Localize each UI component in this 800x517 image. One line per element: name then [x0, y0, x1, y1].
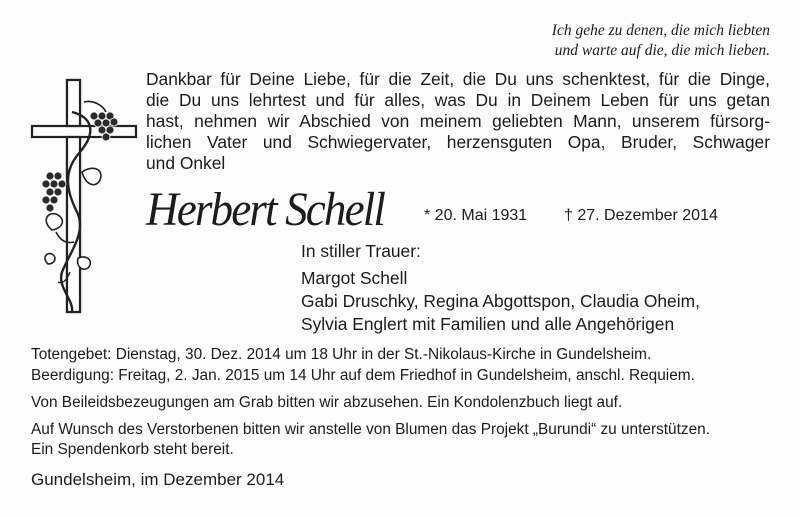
mourners-heading: In stiller Trauer:: [301, 241, 421, 261]
intro-line-1: Dankbar für Deine Liebe, für die Zeit, die Du uns schenktest, für die Dinge,: [146, 69, 770, 89]
intro-line-5: und Onkel: [146, 153, 226, 173]
intro-line-3: hast, nehmen wir Abschied von meinem geliebten Mann, unserem fürsorg-: [146, 111, 770, 131]
condolence-note: Von Beileidsbezeugungen am Grab bitten wir abzusehen. Ein Kondolenzbuch liegt auf.: [31, 394, 623, 411]
cross-with-grapevine-icon: [22, 72, 142, 322]
place-date: Gundelsheim, im Dezember 2014: [31, 470, 285, 489]
mourner-line-2: Gabi Druschky, Regina Abgottspon, Claudia Oheim,: [301, 291, 700, 311]
motto-line-1: Ich gehe zu denen, die mich liebten: [551, 22, 770, 39]
deceased-name: Herbert Schell: [146, 183, 385, 236]
service-burial: Beerdigung: Freitag, 2. Jan. 2015 um 14 Uhr auf dem Friedhof in Gundelsheim, anschl. Requiem.: [31, 367, 695, 384]
mourner-line-3: Sylvia Englert mit Familien und alle Angehörigen: [301, 314, 675, 334]
mourner-line-1: Margot Schell: [301, 268, 408, 288]
death-date: † 27. Dezember 2014: [564, 207, 718, 224]
motto-line-2: und warte auf die, die mich lieben.: [554, 42, 770, 59]
birth-date: * 20. Mai 1931: [424, 207, 528, 224]
donation-note-line-1: Auf Wunsch des Verstorbenen bitten wir anstelle von Blumen das Projekt „Burundi“ zu unterstützen.: [31, 421, 710, 438]
service-prayer: Totengebet: Dienstag, 30. Dez. 2014 um 18 Uhr in der St.-Nikolaus-Kirche in Gundelsheim.: [31, 346, 652, 363]
donation-note-line-2: Ein Spendenkorb steht bereit.: [31, 441, 234, 458]
intro-line-4: lichen Vater und Schwiegervater, herzensguten Opa, Bruder, Schwager: [146, 132, 770, 152]
intro-line-2: die Du uns lehrtest und für alles, was Du in Deinem Leben für uns getan: [146, 90, 770, 110]
